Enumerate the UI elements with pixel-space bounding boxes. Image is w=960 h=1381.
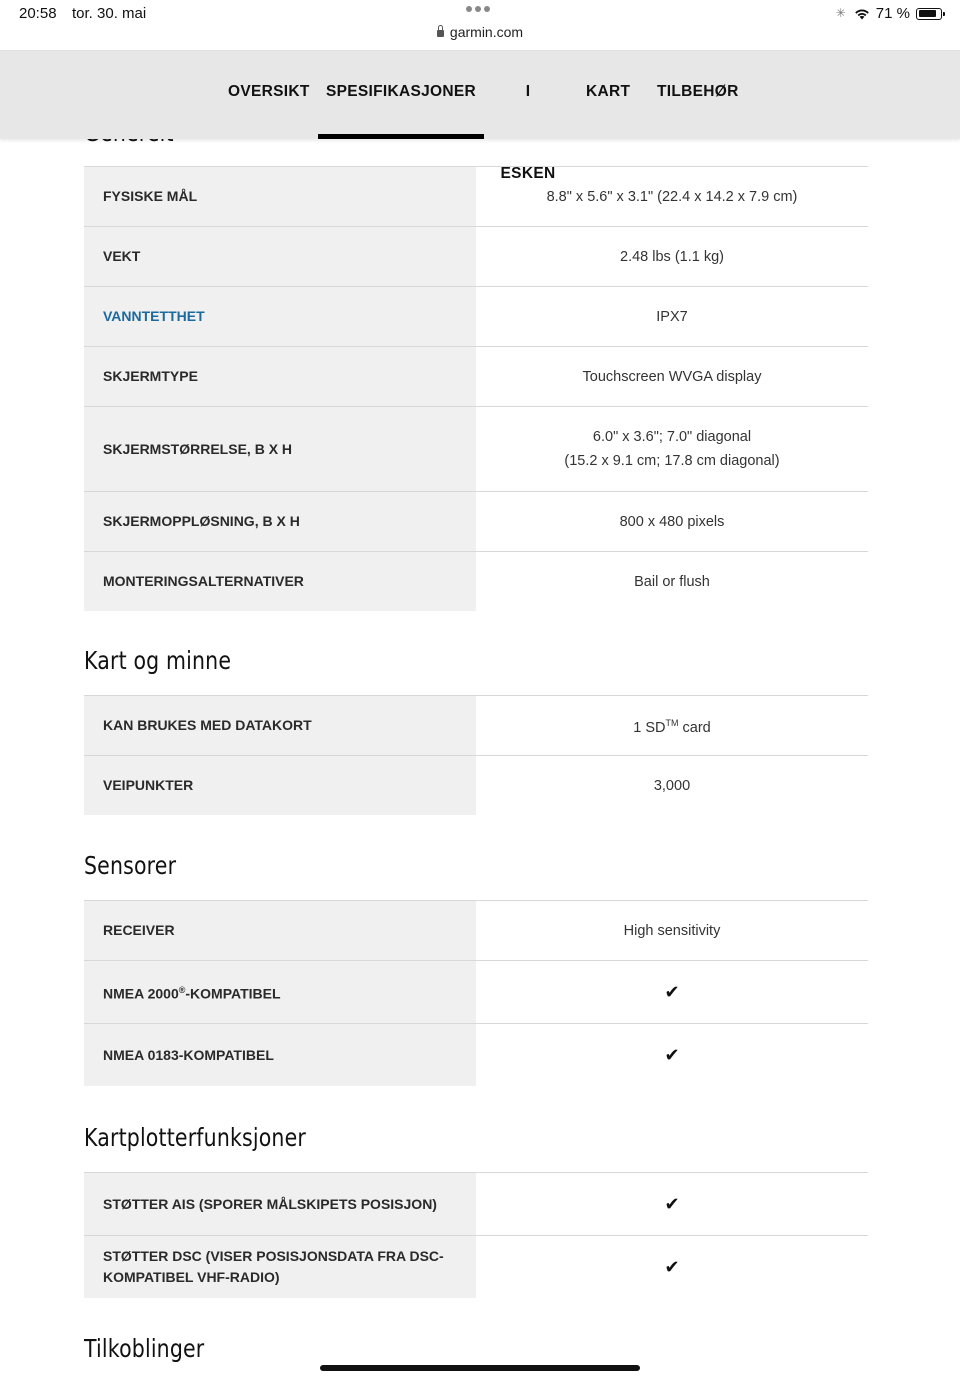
spec-value: IPX7: [656, 308, 688, 325]
spec-row: [84, 491, 868, 551]
checkmark-icon: ✔: [664, 1045, 680, 1065]
spec-label: SKJERMSTØRRELSE, B X H: [84, 407, 476, 491]
spec-row: [84, 551, 868, 611]
spec-value-text: 1 SD: [633, 719, 666, 736]
spec-value: [476, 407, 868, 491]
spec-row: [84, 1172, 868, 1235]
spec-table-kartplotterfunksjoner: [84, 1172, 868, 1298]
spec-row: [84, 406, 868, 491]
spec-value: 3,000: [653, 777, 691, 794]
spec-value-line: (15.2 x 9.1 cm; 17.8 cm diagonal): [564, 453, 780, 469]
spec-row: [84, 755, 868, 815]
trademark-sup: TM: [665, 718, 679, 729]
spec-label: SKJERMOPPLØSNING, B X H: [84, 492, 476, 551]
lock-icon: [437, 30, 444, 37]
spec-label: SKJERMTYPE: [84, 347, 476, 406]
spec-label-text: NMEA 2000: [103, 985, 179, 1002]
spec-value-line: 6.0" x 3.6"; 7.0" diagonal: [592, 429, 752, 445]
spec-value: High sensitivity: [623, 922, 721, 939]
spec-value: [476, 696, 868, 755]
spec-value: 8.8" x 5.6" x 3.1" (22.4 x 14.2 x 7.9 cm): [546, 188, 798, 205]
spec-label: MONTERINGSALTERNATIVER: [84, 552, 476, 611]
clock: 20:58: [19, 5, 57, 22]
spec-row: [84, 960, 868, 1023]
spec-value: [476, 1024, 868, 1086]
spec-table-sensorer: [84, 900, 868, 1086]
date: tor. 30. mai: [72, 5, 147, 22]
spec-value: 800 x 480 pixels: [619, 513, 725, 530]
spec-table-kart-og-minne: [84, 695, 868, 815]
spec-row: [84, 1023, 868, 1086]
spec-label: NMEA 0183-KOMPATIBEL: [84, 1024, 476, 1086]
section-title-tilkoblinger: Tilkoblinger: [84, 1334, 205, 1363]
status-bar: [0, 0, 960, 51]
spec-label-link[interactable]: VANNTETTHET: [84, 287, 476, 346]
section-title-kartplotterfunksjoner: Kartplotterfunksjoner: [84, 1123, 306, 1152]
section-title-sensorer: Sensorer: [84, 851, 177, 880]
spec-row: [84, 900, 868, 960]
spec-tab-nav: [0, 51, 960, 182]
spec-label-text: -KOMPATIBEL: [185, 985, 281, 1002]
spec-label: [84, 961, 476, 1023]
tab-oversikt[interactable]: OVERSIKT: [228, 83, 310, 100]
spec-label: STØTTER AIS (SPORER MÅLSKIPETS POSISJON): [84, 1173, 476, 1235]
section-title-kart-og-minne: Kart og minne: [84, 646, 232, 675]
spec-label: STØTTER DSC (VISER POSISJONSDATA FRA DSC-KOMPATIBEL VHF-RADIO): [84, 1236, 476, 1298]
wifi-icon: [854, 8, 870, 20]
spec-row: [84, 226, 868, 286]
checkmark-icon: ✔: [664, 1257, 680, 1277]
spec-row: [84, 346, 868, 406]
spec-value: Touchscreen WVGA display: [582, 368, 762, 385]
url-bar[interactable]: [0, 24, 960, 40]
more-dots-icon[interactable]: [466, 6, 490, 12]
tab-spesifikasjoner[interactable]: SPESIFIKASJONER: [318, 51, 484, 139]
checkmark-icon: ✔: [664, 982, 680, 1002]
battery-percent: 71 %: [875, 5, 910, 22]
url-text: garmin.com: [449, 24, 524, 40]
battery-icon: [916, 8, 942, 20]
spec-value: Bail or flush: [634, 573, 710, 590]
spec-label: VEKT: [84, 227, 476, 286]
home-indicator[interactable]: [320, 1365, 640, 1371]
registered-sup: ®: [178, 984, 186, 995]
spec-row: [84, 695, 868, 755]
spec-row: [84, 166, 868, 226]
spec-value: [476, 1236, 868, 1298]
status-icons: [836, 5, 942, 22]
spec-value: [476, 961, 868, 1023]
spec-label: RECEIVER: [84, 901, 476, 960]
checkmark-icon: ✔: [664, 1194, 680, 1214]
spec-label: FYSISKE MÅL: [84, 167, 476, 226]
spec-row: [84, 286, 868, 346]
spec-value: [476, 1173, 868, 1235]
spec-value: 2.48 lbs (1.1 kg): [620, 248, 724, 265]
tab-i-esken[interactable]: I ESKEN: [500, 83, 556, 182]
spec-row: [84, 1235, 868, 1298]
spec-table-generelt: [84, 166, 868, 611]
spec-value-text: card: [678, 719, 711, 736]
spec-label: KAN BRUKES MED DATAKORT: [84, 696, 476, 755]
tab-kart[interactable]: KART: [586, 83, 631, 100]
tab-tilbehor[interactable]: TILBEHØR: [657, 83, 739, 100]
activity-icon: [836, 8, 848, 20]
spec-label: VEIPUNKTER: [84, 756, 476, 815]
